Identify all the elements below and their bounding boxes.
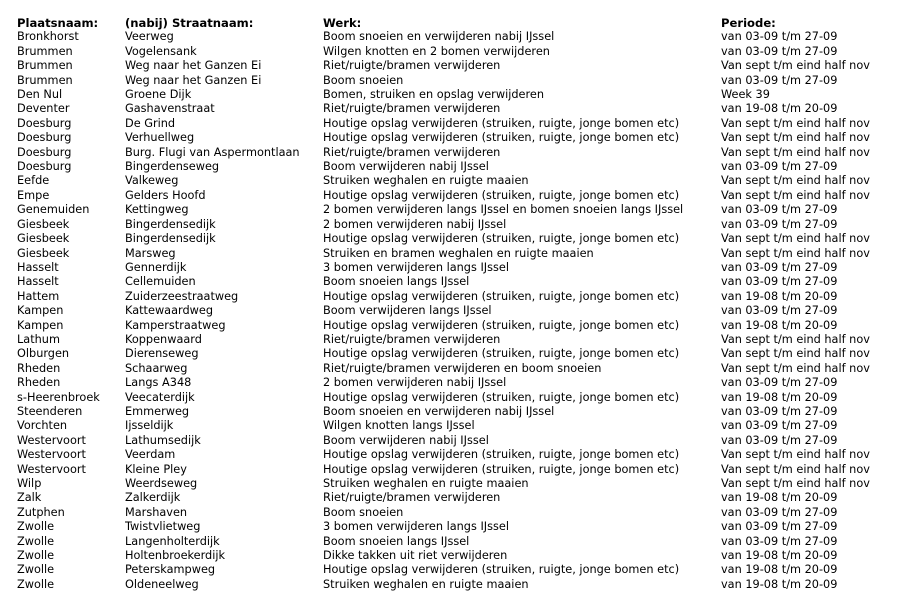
cell-periode: van 19-08 t/m 20-09 bbox=[721, 289, 838, 303]
cell-straatnaam: Gennerdijk bbox=[125, 260, 187, 274]
cell-straatnaam: Kamperstraatweg bbox=[125, 318, 226, 332]
table-row bbox=[17, 477, 897, 491]
cell-plaatsnaam: Eefde bbox=[17, 174, 50, 188]
table-row bbox=[17, 520, 897, 534]
table-row bbox=[17, 74, 897, 88]
cell-periode: van 03-09 t/m 27-09 bbox=[721, 419, 838, 433]
cell-periode: van 19-08 t/m 20-09 bbox=[721, 577, 838, 591]
cell-periode: Van sept t/m eind half nov bbox=[721, 477, 870, 490]
cell-straatnaam: Marsweg bbox=[125, 246, 176, 260]
cell-periode: van 03-09 t/m 27-09 bbox=[721, 30, 838, 44]
table-row bbox=[17, 578, 897, 592]
cell-straatnaam: Lathumsedijk bbox=[125, 433, 201, 447]
cell-werk: Riet/ruigte/bramen verwijderen bbox=[323, 102, 501, 116]
cell-periode: Van sept t/m eind half nov bbox=[721, 232, 870, 246]
cell-periode: Van sept t/m eind half nov bbox=[721, 361, 870, 375]
cell-plaatsnaam: Rheden bbox=[17, 361, 61, 375]
cell-werk: Riet/ruigte/bramen verwijderen bbox=[323, 332, 501, 346]
cell-plaatsnaam: Steenderen bbox=[17, 404, 83, 418]
cell-straatnaam: Bingerdensedijk bbox=[125, 217, 216, 231]
header-row bbox=[17, 16, 897, 30]
table-row bbox=[17, 549, 897, 563]
cell-plaatsnaam: Zwolle bbox=[17, 563, 55, 577]
table-row bbox=[17, 563, 897, 577]
cell-periode: van 03-09 t/m 27-09 bbox=[721, 404, 838, 418]
cell-straatnaam: Dierenseweg bbox=[125, 347, 199, 361]
cell-werk: Riet/ruigte/bramen verwijderen bbox=[323, 491, 501, 505]
cell-werk: Houtige opslag verwijderen (struiken, ruigte, jonge bomen etc) bbox=[323, 390, 680, 404]
table-row bbox=[17, 304, 897, 318]
cell-periode: van 19-08 t/m 20-09 bbox=[721, 491, 838, 505]
table-row bbox=[17, 102, 897, 116]
cell-periode: van 03-09 t/m 27-09 bbox=[721, 520, 838, 534]
cell-straatnaam: Burg. Flugi van Aspermontlaan bbox=[125, 145, 300, 159]
cell-plaatsnaam: Giesbeek bbox=[17, 232, 70, 246]
cell-plaatsnaam: Doesburg bbox=[17, 145, 72, 159]
table-row bbox=[17, 405, 897, 419]
cell-periode: van 19-08 t/m 20-09 bbox=[721, 563, 838, 577]
cell-straatnaam: Bingerdenseweg bbox=[125, 160, 220, 174]
cell-straatnaam: Zuiderzeestraatweg bbox=[125, 289, 239, 303]
cell-plaatsnaam: Den Nul bbox=[17, 88, 63, 102]
table-row bbox=[17, 232, 897, 246]
cell-plaatsnaam: Doesburg bbox=[17, 116, 72, 130]
header-straatnaam: (nabij) Straatnaam: bbox=[125, 16, 254, 30]
header-werk: Werk: bbox=[323, 16, 362, 30]
table-row bbox=[17, 59, 897, 73]
cell-werk: 3 bomen verwijderen langs IJssel bbox=[323, 260, 509, 274]
table-row bbox=[17, 189, 897, 203]
cell-plaatsnaam: Kampen bbox=[17, 304, 64, 318]
table-row bbox=[17, 45, 897, 59]
cell-werk: Riet/ruigte/bramen verwijderen bbox=[323, 145, 501, 159]
cell-periode: van 03-09 t/m 27-09 bbox=[721, 433, 838, 447]
cell-plaatsnaam: Brummen bbox=[17, 44, 73, 58]
cell-straatnaam: Oldeneelweg bbox=[125, 577, 199, 591]
cell-werk: Struiken weghalen en ruigte maaien bbox=[323, 577, 529, 591]
cell-werk: Boom verwijderen nabij IJssel bbox=[323, 160, 489, 174]
cell-plaatsnaam: Olburgen bbox=[17, 347, 70, 361]
cell-werk: Bomen, struiken en opslag verwijderen bbox=[323, 88, 544, 102]
cell-periode: van 19-08 t/m 20-09 bbox=[721, 390, 838, 404]
cell-werk: Houtige opslag verwijderen (struiken, ruigte, jonge bomen etc) bbox=[323, 563, 680, 577]
cell-werk: Boom snoeien langs IJssel bbox=[323, 534, 470, 548]
cell-periode: van 03-09 t/m 27-09 bbox=[721, 217, 838, 231]
cell-plaatsnaam: Vorchten bbox=[17, 419, 68, 433]
table-row bbox=[17, 491, 897, 505]
cell-werk: Boom verwijderen nabij IJssel bbox=[323, 433, 489, 447]
cell-werk: Boom snoeien langs IJssel bbox=[323, 275, 470, 289]
cell-periode: Van sept t/m eind half nov bbox=[721, 174, 870, 188]
cell-werk: 3 bomen verwijderen langs IJssel bbox=[323, 520, 509, 534]
cell-periode: van 03-09 t/m 27-09 bbox=[721, 73, 838, 87]
cell-werk: Riet/ruigte/bramen verwijderen bbox=[323, 59, 501, 73]
cell-werk: Houtige opslag verwijderen (struiken, ruigte, jonge bomen etc) bbox=[323, 347, 680, 361]
cell-plaatsnaam: Zwolle bbox=[17, 520, 55, 534]
cell-periode: Van sept t/m eind half nov bbox=[721, 347, 870, 361]
cell-plaatsnaam: Zutphen bbox=[17, 505, 65, 519]
cell-straatnaam: Verhuellweg bbox=[125, 131, 195, 145]
cell-straatnaam: Gelders Hoofd bbox=[125, 188, 206, 202]
table-row bbox=[17, 448, 897, 462]
table-row bbox=[17, 247, 897, 261]
cell-straatnaam: Weg naar het Ganzen Ei bbox=[125, 73, 262, 87]
cell-plaatsnaam: Westervoort bbox=[17, 433, 86, 447]
cell-werk: Houtige opslag verwijderen (struiken, ruigte, jonge bomen etc) bbox=[323, 131, 680, 145]
cell-plaatsnaam: Brummen bbox=[17, 73, 73, 87]
cell-werk: Boom verwijderen langs IJssel bbox=[323, 304, 492, 318]
cell-periode: Van sept t/m eind half nov bbox=[721, 246, 870, 260]
cell-periode: van 03-09 t/m 27-09 bbox=[721, 160, 838, 174]
table-row bbox=[17, 434, 897, 448]
cell-plaatsnaam: Deventer bbox=[17, 102, 70, 116]
works-table bbox=[17, 16, 897, 592]
cell-periode: van 03-09 t/m 27-09 bbox=[721, 260, 838, 274]
cell-straatnaam: Valkeweg bbox=[125, 174, 179, 188]
table-row bbox=[17, 131, 897, 145]
cell-straatnaam: Schaarweg bbox=[125, 361, 188, 375]
cell-straatnaam: Cellemuiden bbox=[125, 275, 196, 289]
cell-straatnaam: Holtenbroekerdijk bbox=[125, 549, 226, 563]
cell-plaatsnaam: Giesbeek bbox=[17, 217, 70, 231]
cell-plaatsnaam: Kampen bbox=[17, 318, 64, 332]
cell-werk: Wilgen knotten en 2 bomen verwijderen bbox=[323, 44, 550, 58]
cell-plaatsnaam: Hasselt bbox=[17, 260, 59, 274]
cell-periode: van 19-08 t/m 20-09 bbox=[721, 102, 838, 116]
table-row bbox=[17, 362, 897, 376]
table-row bbox=[17, 290, 897, 304]
cell-periode: Van sept t/m eind half nov bbox=[721, 448, 870, 462]
cell-periode: van 03-09 t/m 27-09 bbox=[721, 275, 838, 289]
table-row bbox=[17, 391, 897, 405]
cell-straatnaam: Koppenwaard bbox=[125, 332, 202, 346]
cell-periode: Van sept t/m eind half nov bbox=[721, 145, 870, 159]
cell-werk: Houtige opslag verwijderen (struiken, ruigte, jonge bomen etc) bbox=[323, 232, 680, 246]
table-row bbox=[17, 30, 897, 44]
table-row bbox=[17, 203, 897, 217]
cell-plaatsnaam: Giesbeek bbox=[17, 246, 70, 260]
table-row bbox=[17, 333, 897, 347]
cell-werk: Boom snoeien bbox=[323, 505, 404, 519]
cell-plaatsnaam: Lathum bbox=[17, 332, 60, 346]
cell-plaatsnaam: Zwolle bbox=[17, 534, 55, 548]
cell-werk: Houtige opslag verwijderen (struiken, ruigte, jonge bomen etc) bbox=[323, 318, 680, 332]
cell-straatnaam: Emmerweg bbox=[125, 404, 190, 418]
cell-straatnaam: Veerweg bbox=[125, 30, 174, 44]
cell-periode: van 03-09 t/m 27-09 bbox=[721, 534, 838, 548]
table-row bbox=[17, 88, 897, 102]
cell-werk: Houtige opslag verwijderen (struiken, ruigte, jonge bomen etc) bbox=[323, 462, 680, 476]
cell-werk: Houtige opslag verwijderen (struiken, ruigte, jonge bomen etc) bbox=[323, 188, 680, 202]
cell-werk: Struiken en bramen weghalen en ruigte maaien bbox=[323, 246, 594, 260]
cell-werk: Struiken weghalen en ruigte maaien bbox=[323, 174, 529, 188]
cell-straatnaam: Ijsseldijk bbox=[125, 419, 174, 433]
table-row bbox=[17, 275, 897, 289]
cell-werk: Houtige opslag verwijderen (struiken, ruigte, jonge bomen etc) bbox=[323, 116, 680, 130]
cell-straatnaam: Groene Dijk bbox=[125, 88, 192, 102]
cell-plaatsnaam: Zwolle bbox=[17, 577, 55, 591]
table-row bbox=[17, 218, 897, 232]
cell-straatnaam: Weerdseweg bbox=[125, 477, 198, 490]
cell-werk: 2 bomen verwijderen nabij IJssel bbox=[323, 217, 507, 231]
cell-plaatsnaam: s-Heerenbroek bbox=[17, 390, 100, 404]
cell-straatnaam: Langenholterdijk bbox=[125, 534, 220, 548]
cell-werk: 2 bomen verwijderen nabij IJssel bbox=[323, 376, 507, 390]
table-row bbox=[17, 419, 897, 433]
table-row bbox=[17, 463, 897, 477]
cell-periode: Van sept t/m eind half nov bbox=[721, 462, 870, 476]
cell-periode: van 03-09 t/m 27-09 bbox=[721, 44, 838, 58]
cell-werk: Houtige opslag verwijderen (struiken, ruigte, jonge bomen etc) bbox=[323, 448, 680, 462]
cell-plaatsnaam: Hasselt bbox=[17, 275, 59, 289]
table-row bbox=[17, 160, 897, 174]
cell-straatnaam: Bingerdensedijk bbox=[125, 232, 216, 246]
cell-plaatsnaam: Westervoort bbox=[17, 462, 86, 476]
cell-periode: Week 39 bbox=[721, 88, 770, 102]
cell-straatnaam: Kattewaardweg bbox=[125, 304, 214, 318]
cell-straatnaam: Veerdam bbox=[125, 448, 176, 462]
cell-straatnaam: Peterskampweg bbox=[125, 563, 216, 577]
cell-plaatsnaam: Bronkhorst bbox=[17, 30, 79, 44]
cell-straatnaam: Twistvlietweg bbox=[125, 520, 201, 534]
cell-werk: Boom snoeien en verwijderen nabij IJssel bbox=[323, 404, 555, 418]
cell-werk: Struiken weghalen en ruigte maaien bbox=[323, 477, 529, 490]
cell-werk: Boom snoeien bbox=[323, 73, 404, 87]
cell-plaatsnaam: Westervoort bbox=[17, 448, 86, 462]
cell-straatnaam: Vogelensank bbox=[125, 44, 197, 58]
cell-straatnaam: Langs A348 bbox=[125, 376, 192, 390]
table-row bbox=[17, 506, 897, 520]
cell-periode: van 03-09 t/m 27-09 bbox=[721, 203, 838, 217]
table-row bbox=[17, 347, 897, 361]
table-row bbox=[17, 376, 897, 390]
cell-periode: van 19-08 t/m 20-09 bbox=[721, 549, 838, 563]
cell-plaatsnaam: Hattem bbox=[17, 289, 60, 303]
cell-periode: Van sept t/m eind half nov bbox=[721, 332, 870, 346]
header-plaatsnaam: Plaatsnaam: bbox=[17, 16, 99, 30]
cell-straatnaam: Marshaven bbox=[125, 505, 188, 519]
cell-werk: Dikke takken uit riet verwijderen bbox=[323, 549, 508, 563]
cell-straatnaam: Veecaterdijk bbox=[125, 390, 195, 404]
cell-werk: 2 bomen verwijderen langs IJssel en bomen snoeien langs IJssel bbox=[323, 203, 684, 217]
cell-plaatsnaam: Wilp bbox=[17, 477, 42, 490]
cell-plaatsnaam: Rheden bbox=[17, 376, 61, 390]
cell-werk: Wilgen knotten langs IJssel bbox=[323, 419, 475, 433]
cell-periode: Van sept t/m eind half nov bbox=[721, 188, 870, 202]
header-periode: Periode: bbox=[721, 16, 776, 30]
cell-periode: van 03-09 t/m 27-09 bbox=[721, 304, 838, 318]
cell-plaatsnaam: Doesburg bbox=[17, 131, 72, 145]
table-row bbox=[17, 174, 897, 188]
table-row bbox=[17, 146, 897, 160]
cell-plaatsnaam: Zalk bbox=[17, 491, 42, 505]
cell-straatnaam: De Grind bbox=[125, 116, 176, 130]
cell-plaatsnaam: Zwolle bbox=[17, 549, 55, 563]
cell-plaatsnaam: Empe bbox=[17, 188, 50, 202]
cell-werk: Houtige opslag verwijderen (struiken, ruigte, jonge bomen etc) bbox=[323, 289, 680, 303]
table-row bbox=[17, 319, 897, 333]
table-row bbox=[17, 535, 897, 549]
cell-periode: van 03-09 t/m 27-09 bbox=[721, 376, 838, 390]
cell-straatnaam: Kleine Pley bbox=[125, 462, 187, 476]
cell-periode: Van sept t/m eind half nov bbox=[721, 131, 870, 145]
cell-periode: van 03-09 t/m 27-09 bbox=[721, 505, 838, 519]
cell-plaatsnaam: Genemuiden bbox=[17, 203, 90, 217]
cell-plaatsnaam: Doesburg bbox=[17, 160, 72, 174]
cell-plaatsnaam: Brummen bbox=[17, 59, 73, 73]
cell-periode: van 19-08 t/m 20-09 bbox=[721, 318, 838, 332]
cell-werk: Riet/ruigte/bramen verwijderen en boom snoeien bbox=[323, 361, 602, 375]
cell-straatnaam: Kettingweg bbox=[125, 203, 189, 217]
cell-periode: Van sept t/m eind half nov bbox=[721, 116, 870, 130]
cell-straatnaam: Gashavenstraat bbox=[125, 102, 215, 116]
table-row bbox=[17, 261, 897, 275]
cell-periode: Van sept t/m eind half nov bbox=[721, 59, 870, 73]
cell-werk: Boom snoeien en verwijderen nabij IJssel bbox=[323, 30, 555, 44]
table-row bbox=[17, 117, 897, 131]
cell-straatnaam: Zalkerdijk bbox=[125, 491, 181, 505]
cell-straatnaam: Weg naar het Ganzen Ei bbox=[125, 59, 262, 73]
